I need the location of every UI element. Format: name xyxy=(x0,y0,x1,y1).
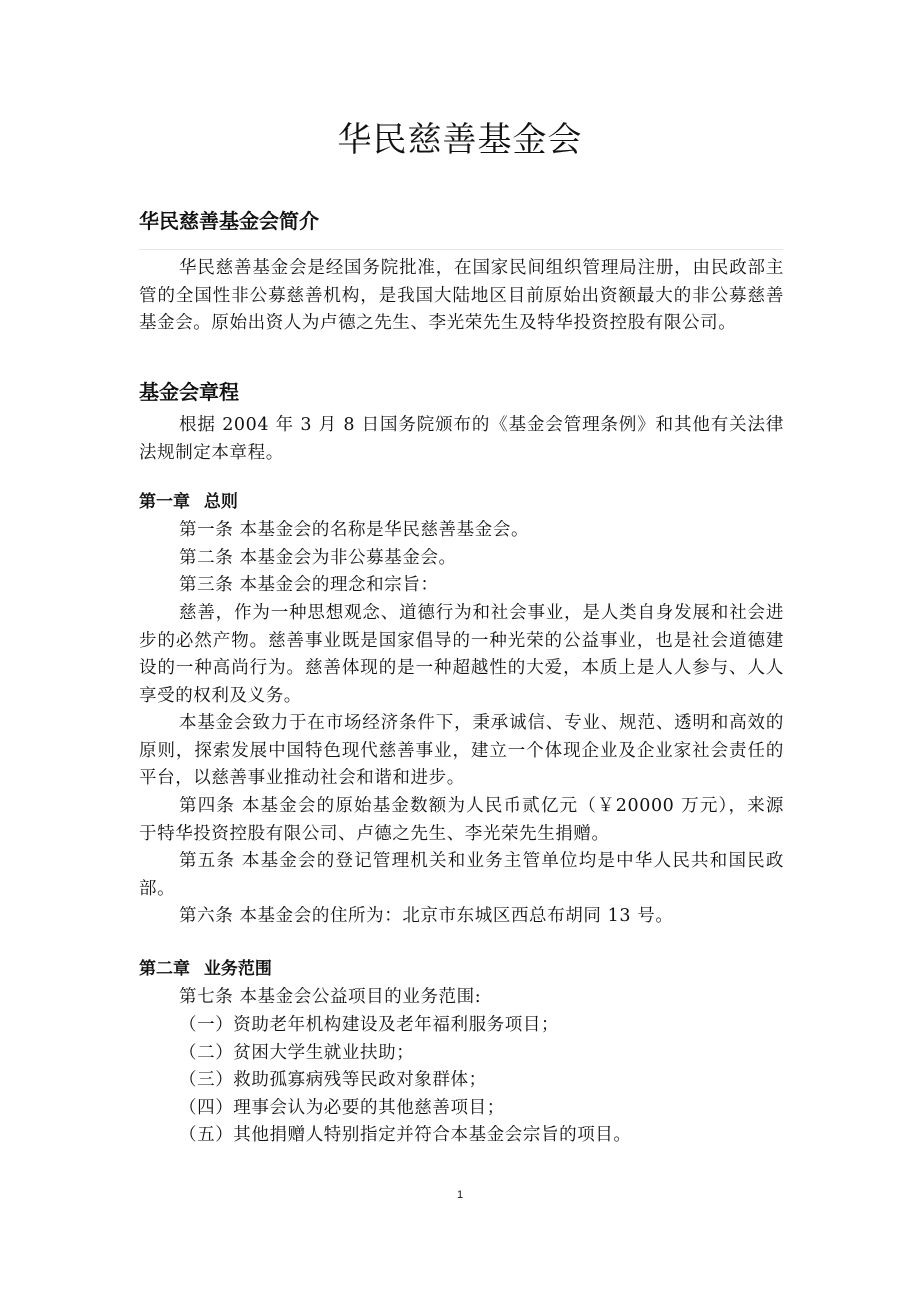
chapter-1-heading: 第一章 总则 xyxy=(139,492,238,512)
page-number: 1 xyxy=(456,1189,464,1201)
philosophy-paragraph: 慈善，作为一种思想观念、道德行为和社会事业，是人类自身发展和社会进步的必然产物。慈善事业既是国家倡导的一种光荣的公益事业，也是社会道德建设的一种高尚行为。慈善体现的是一种超越性的大爱，本质上是人人参与、人人享受的权利及义务。 xyxy=(139,603,784,706)
list-item: （三）救助孤寡病残等民政对象群体； xyxy=(179,1070,487,1090)
charter-heading: 基金会章程 xyxy=(139,380,239,404)
list-item: （二）贫困大学生就业扶助； xyxy=(179,1043,415,1063)
article-7: 第七条 本基金会公益项目的业务范围: xyxy=(179,987,482,1007)
article-5: 第五条 本基金会的登记管理机关和业务主管单位均是中华人民共和国民政部。 xyxy=(139,851,784,899)
article-1: 第一条 本基金会的名称是华民慈善基金会。 xyxy=(179,520,530,540)
article-4: 第四条 本基金会的原始基金数额为人民币贰亿元（￥20000 万元），来源于特华投资控股有限公司、卢德之先生、李光荣先生捐赠。 xyxy=(139,796,784,844)
charter-paragraph: 根据 2004 年 3 月 8 日国务院颁布的《基金会管理条例》和其他有关法律法规制定本章程。 xyxy=(139,415,784,463)
article-3: 第三条 本基金会的理念和宗旨： xyxy=(179,575,439,595)
intro-paragraph: 华民慈善基金会是经国务院批准，在国家民间组织管理局注册，由民政部主管的全国性非公募慈善机构，是我国大陆地区目前原始出资额最大的非公募慈善基金会。原始出资人为卢德之先生、李光荣先生及特华投资控股有限公司。 xyxy=(139,258,784,333)
heading-divider xyxy=(139,249,783,250)
intro-heading: 华民慈善基金会简介 xyxy=(139,209,319,233)
article-6: 第六条 本基金会的住所为：北京市东城区西总布胡同 13 号。 xyxy=(179,906,674,926)
document-title: 华民慈善基金会 xyxy=(337,120,583,160)
list-item: （四）理事会认为必要的其他慈善项目； xyxy=(179,1098,505,1118)
article-2: 第二条 本基金会为非公募基金会。 xyxy=(179,548,457,568)
mission-paragraph: 本基金会致力于在市场经济条件下，秉承诚信、专业、规范、透明和高效的原则，探索发展中国特色现代慈善事业，建立一个体现企业及企业家社会责任的平台，以慈善事业推动社会和谐和进步。 xyxy=(139,713,784,788)
chapter-2-heading: 第二章 业务范围 xyxy=(139,959,272,979)
list-item: （一）资助老年机构建设及老年福利服务项目； xyxy=(179,1015,560,1035)
list-item: （五）其他捐赠人特别指定并符合本基金会宗旨的项目。 xyxy=(179,1125,632,1145)
